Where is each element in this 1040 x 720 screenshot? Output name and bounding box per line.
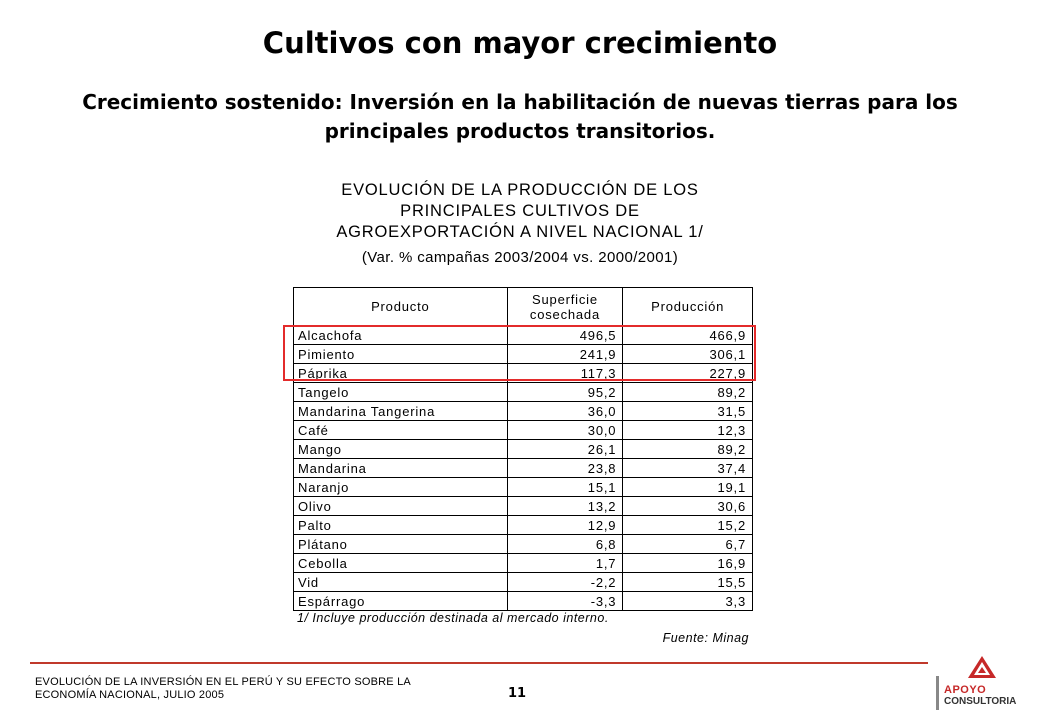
cell-produccion: 466,9 (623, 326, 753, 345)
cell-produccion: 30,6 (623, 497, 753, 516)
cell-produccion: 89,2 (623, 440, 753, 459)
footer-caption (35, 676, 411, 702)
table-heading-line1: EVOLUCIÓN DE LA PRODUCCIÓN DE LOS (341, 181, 699, 199)
cell-producto: Vid (294, 573, 508, 592)
cell-superficie: 95,2 (507, 383, 623, 402)
slide-title: Cultivos con mayor crecimiento (262, 26, 778, 60)
cell-superficie: 241,9 (507, 345, 623, 364)
cell-produccion: 6,7 (623, 535, 753, 554)
cell-producto: Cebolla (294, 554, 508, 573)
cell-produccion: 31,5 (623, 402, 753, 421)
cell-produccion: 306,1 (623, 345, 753, 364)
apoyo-logo (936, 652, 1028, 712)
cell-superficie: 36,0 (507, 402, 623, 421)
footer-rule (30, 662, 928, 664)
cell-superficie: 12,9 (507, 516, 623, 535)
cell-produccion: 15,2 (623, 516, 753, 535)
table-heading-line3: AGROEXPORTACIÓN A NIVEL NACIONAL 1/ (336, 223, 704, 241)
cell-superficie: -3,3 (507, 592, 623, 611)
cell-produccion: 227,9 (623, 364, 753, 383)
logo-text-consultoria: CONSULTORIA (944, 696, 1017, 707)
cell-superficie: 6,8 (507, 535, 623, 554)
table-row (294, 421, 753, 440)
pyramid-logo-icon (962, 654, 1002, 682)
page-number: 11 (508, 686, 527, 701)
cell-superficie: 26,1 (507, 440, 623, 459)
table-row (294, 478, 753, 497)
cell-producto: Palto (294, 516, 508, 535)
table-row (294, 592, 753, 611)
cell-producto: Alcachofa (294, 326, 508, 345)
cell-produccion: 37,4 (623, 459, 753, 478)
footer-caption-line2: ECONOMÍA NACIONAL, JULIO 2005 (35, 689, 225, 701)
cell-producto: Mango (294, 440, 508, 459)
cell-producto: Mandarina (294, 459, 508, 478)
cell-produccion: 15,5 (623, 573, 753, 592)
header-superficie (507, 288, 623, 326)
source-note: Fuente: Minag (662, 631, 749, 645)
header-superficie-line2: cosechada (529, 306, 600, 322)
cell-superficie: 13,2 (507, 497, 623, 516)
table-row (294, 516, 753, 535)
slide-subtitle: Crecimiento sostenido: Inversión en la habilitación de nuevas tierras para los principales productos transitorios. (82, 90, 958, 143)
cell-produccion: 19,1 (623, 478, 753, 497)
cell-superficie: 117,3 (507, 364, 623, 383)
cell-superficie: 30,0 (507, 421, 623, 440)
cell-produccion: 3,3 (623, 592, 753, 611)
cell-superficie: 23,8 (507, 459, 623, 478)
table-row (294, 383, 753, 402)
cell-superficie: 15,1 (507, 478, 623, 497)
cell-superficie: -2,2 (507, 573, 623, 592)
table-row (294, 459, 753, 478)
cell-produccion: 89,2 (623, 383, 753, 402)
table-heading-line2: PRINCIPALES CULTIVOS DE (400, 202, 640, 220)
table-row (294, 573, 753, 592)
cell-produccion: 12,3 (623, 421, 753, 440)
header-producto: Producto (294, 288, 508, 326)
footer-caption-line1: EVOLUCIÓN DE LA INVERSIÓN EN EL PERÚ Y SU EFECTO SOBRE LA (35, 676, 411, 688)
cell-producto: Pimiento (294, 345, 508, 364)
header-superficie-line1: Superficie (532, 291, 598, 307)
cell-produccion: 16,9 (623, 554, 753, 573)
table-row (294, 440, 753, 459)
table-heading-subtitle: (Var. % campañas 2003/2004 vs. 2000/2001) (361, 249, 679, 266)
logo-text-apoyo: APOYO (944, 684, 987, 696)
highlight-box (283, 325, 756, 381)
table-row (294, 497, 753, 516)
cell-producto: Espárrago (294, 592, 508, 611)
cell-producto: Olivo (294, 497, 508, 516)
table-heading (290, 180, 750, 268)
cell-superficie: 496,5 (507, 326, 623, 345)
cell-producto: Café (294, 421, 508, 440)
cell-producto: Mandarina Tangerina (294, 402, 508, 421)
cell-producto: Tangelo (294, 383, 508, 402)
cell-producto: Naranjo (294, 478, 508, 497)
cell-producto: Páprika (294, 364, 508, 383)
table-row (294, 554, 753, 573)
logo-divider (936, 676, 939, 710)
table-footnote: 1/ Incluye producción destinada al mercado interno. (297, 611, 609, 625)
table-row (294, 402, 753, 421)
cell-producto: Plátano (294, 535, 508, 554)
table-header-row (294, 288, 753, 326)
table-row (294, 535, 753, 554)
header-produccion: Producción (623, 288, 753, 326)
cell-superficie: 1,7 (507, 554, 623, 573)
